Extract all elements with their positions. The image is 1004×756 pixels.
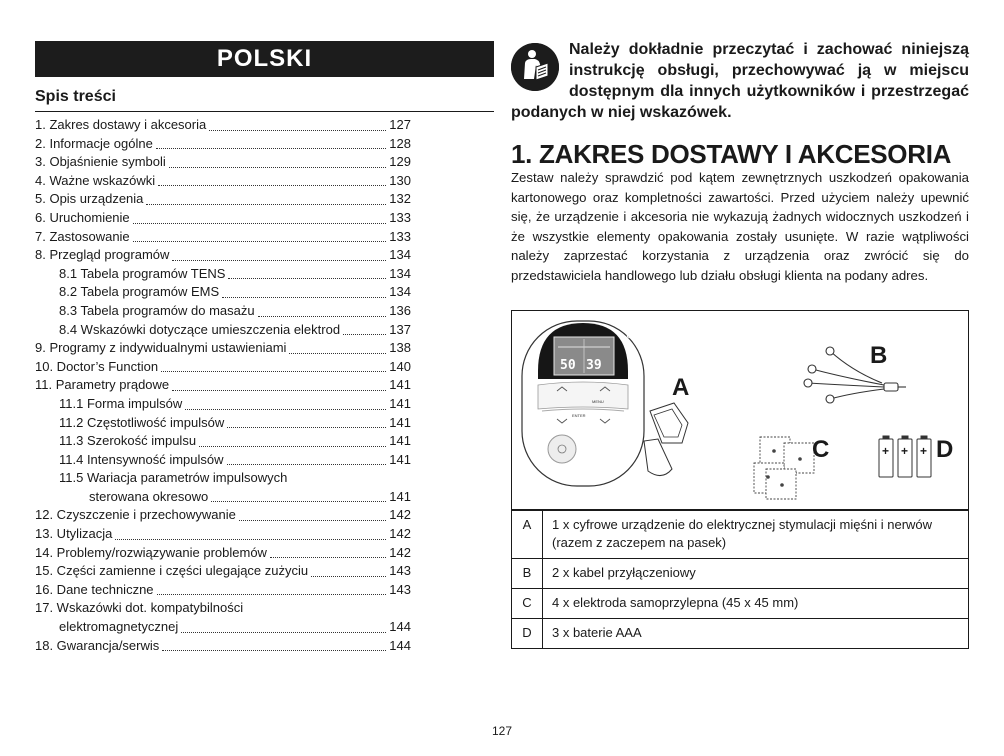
toc-entry-title: 3. Objaśnienie symboli bbox=[35, 154, 166, 170]
toc-leader-dots bbox=[343, 334, 386, 335]
language-header: POLSKI bbox=[35, 41, 494, 77]
toc-entry-title: 2. Informacje ogólne bbox=[35, 135, 153, 151]
toc-entry-page: 128 bbox=[389, 135, 411, 151]
warning-text: Należy dokładnie przeczytać i zachować niniejszą instrukcję obsługi, przechowywać ją w miejscu dostępnym dla innych użytkowników i przestrzegać podanych w niej wskazówek. bbox=[511, 41, 969, 121]
divider bbox=[35, 111, 494, 112]
lcd-left-value: 50 bbox=[560, 358, 576, 373]
toc-entry-title: 11.1 Forma impulsów bbox=[59, 395, 183, 411]
toc-entry-title: 12. Czyszczenie i przechowywanie bbox=[35, 507, 236, 523]
table-row bbox=[512, 511, 969, 559]
toc-entry-title: 18. Gwarancja/serwis bbox=[35, 637, 160, 653]
toc-entry-title: 13. Utylizacja bbox=[35, 526, 113, 542]
warning-text-block bbox=[511, 39, 969, 123]
toc-entry-title: 6. Uruchomienie bbox=[35, 209, 130, 225]
toc-entry-page: 133 bbox=[389, 209, 411, 225]
toc-entry-page: 144 bbox=[389, 637, 411, 653]
electrode-pads-illustration bbox=[754, 436, 829, 499]
toc-entry bbox=[35, 116, 411, 135]
brand-logo: beurer bbox=[620, 323, 646, 343]
toc-leader-dots bbox=[246, 613, 408, 614]
lcd-right-value: 39 bbox=[586, 358, 602, 373]
page-number: 127 bbox=[491, 724, 513, 738]
toc-entry-page: 140 bbox=[389, 358, 411, 374]
toc-entry-page: 141 bbox=[389, 395, 411, 411]
toc-entry bbox=[35, 525, 411, 544]
toc-entry bbox=[35, 488, 411, 507]
table-row bbox=[512, 559, 969, 589]
toc-entry-page: 142 bbox=[389, 526, 411, 542]
toc-leader-dots bbox=[211, 501, 386, 502]
toc-leader-dots bbox=[209, 130, 386, 131]
label-a: A bbox=[672, 374, 690, 401]
toc-entry bbox=[35, 321, 411, 340]
toc-entry-title: 8.1 Tabela programów TENS bbox=[59, 265, 226, 281]
toc-leader-dots bbox=[162, 650, 386, 651]
toc-entry-title: elektromagnetycznej bbox=[59, 619, 179, 635]
toc-entry-page: 141 bbox=[389, 414, 411, 430]
toc-entry bbox=[35, 506, 411, 525]
toc-entry bbox=[35, 172, 411, 191]
toc-entry bbox=[35, 209, 411, 228]
battery-plus-sign: + bbox=[882, 444, 890, 458]
toc-entry bbox=[35, 302, 411, 321]
toc-leader-dots bbox=[199, 446, 386, 447]
toc-entry-title: 11.3 Szerokość impulsu bbox=[59, 433, 197, 449]
toc-entry-page: 143 bbox=[389, 563, 411, 579]
toc-leader-dots bbox=[161, 371, 386, 372]
toc-entry-page: 137 bbox=[389, 321, 411, 337]
toc-entry-title: 16. Dane techniczne bbox=[35, 581, 154, 597]
label-d: D bbox=[936, 436, 954, 463]
toc-entry-page: 138 bbox=[389, 340, 411, 356]
toc-entry-title: 5. Opis urządzenia bbox=[35, 191, 144, 207]
toc-entry-title: 11.4 Intensywność impulsów bbox=[59, 451, 224, 467]
toc-leader-dots bbox=[289, 353, 386, 354]
toc-entry-page: 132 bbox=[389, 191, 411, 207]
toc-entry bbox=[35, 562, 411, 581]
toc-entry bbox=[35, 135, 411, 154]
tens-device-illustration bbox=[522, 321, 689, 486]
toc-entry-title: 14. Problemy/rozwiązywanie problemów bbox=[35, 544, 267, 560]
toc-entry-title: 9. Programy z indywidualnymi ustawieniami bbox=[35, 340, 287, 356]
toc-leader-dots bbox=[157, 594, 387, 595]
toc-entry-title: 15. Części zamienne i części ulegające zużyciu bbox=[35, 563, 309, 579]
toc-entry-page: 134 bbox=[389, 265, 411, 281]
toc-leader-dots bbox=[270, 557, 386, 558]
toc-leader-dots bbox=[185, 409, 386, 410]
table-row bbox=[512, 589, 969, 619]
battery-plus-sign: + bbox=[920, 444, 928, 458]
batteries-illustration bbox=[879, 436, 953, 477]
toc-entry-page: 141 bbox=[389, 377, 411, 393]
item-key: B bbox=[512, 559, 543, 589]
toc-entry-title: 11.5 Wariacja parametrów impulsowych bbox=[59, 470, 288, 486]
item-description: 3 x baterie AAA bbox=[543, 619, 969, 649]
toc-entry-page: 129 bbox=[389, 154, 411, 170]
toc-leader-dots bbox=[227, 427, 386, 428]
toc-entry bbox=[35, 190, 411, 209]
toc-leader-dots bbox=[258, 316, 387, 317]
table-row bbox=[512, 619, 969, 649]
toc-entry bbox=[35, 637, 411, 656]
toc-entry-page: 134 bbox=[389, 247, 411, 263]
toc-entry-page: 142 bbox=[389, 507, 411, 523]
toc-entry-page: 144 bbox=[389, 619, 411, 635]
toc-leader-dots bbox=[115, 539, 386, 540]
label-b: B bbox=[870, 342, 888, 369]
toc-entry bbox=[35, 432, 411, 451]
toc-entry-page: 141 bbox=[389, 488, 411, 504]
item-key: C bbox=[512, 589, 543, 619]
toc-leader-dots bbox=[228, 278, 386, 279]
toc-entry bbox=[35, 414, 411, 433]
toc-entry bbox=[35, 395, 411, 414]
table-of-contents bbox=[35, 116, 411, 655]
toc-leader-dots bbox=[311, 576, 386, 577]
toc-leader-dots bbox=[172, 260, 386, 261]
item-description: 1 x cyfrowe urządzenie do elektrycznej stymulacji mięśni i nerwów (razem z zaczepem na pasek) bbox=[543, 511, 969, 559]
toc-entry bbox=[35, 618, 411, 637]
battery-plus-sign: + bbox=[901, 444, 909, 458]
toc-entry-page: 142 bbox=[389, 544, 411, 560]
contents-table bbox=[511, 510, 969, 649]
section-title: 1. ZAKRES DOSTAWY I AKCESORIA bbox=[511, 139, 952, 169]
toc-leader-dots bbox=[172, 390, 386, 391]
toc-entry bbox=[35, 339, 411, 358]
toc-entry-page: 127 bbox=[389, 117, 411, 132]
contents-illustration bbox=[511, 310, 969, 510]
toc-entry bbox=[35, 581, 411, 600]
toc-entry-title: 8.3 Tabela programów do masażu bbox=[59, 302, 255, 318]
toc-leader-dots bbox=[133, 223, 387, 224]
toc-leader-dots bbox=[158, 185, 386, 186]
toc-leader-dots bbox=[146, 204, 386, 205]
item-key: A bbox=[512, 511, 543, 559]
toc-leader-dots bbox=[239, 520, 386, 521]
toc-entry-title: 11. Parametry prądowe bbox=[35, 377, 170, 393]
toc-heading: Spis treści bbox=[35, 88, 116, 105]
toc-leader-dots bbox=[222, 297, 386, 298]
toc-entry-page: 143 bbox=[389, 581, 411, 597]
toc-entry-title: 8.4 Wskazówki dotyczące umieszczenia elektrod bbox=[59, 321, 341, 337]
toc-entry-page: 141 bbox=[389, 433, 411, 449]
toc-entry-title: 17. Wskazówki dot. kompatybilności bbox=[35, 600, 244, 616]
toc-entry bbox=[35, 283, 411, 302]
cable-illustration bbox=[804, 342, 906, 403]
item-key: D bbox=[512, 619, 543, 649]
toc-entry-title: 8.2 Tabela programów EMS bbox=[59, 284, 220, 300]
item-description: 4 x elektroda samoprzylepna (45 x 45 mm) bbox=[543, 589, 969, 619]
toc-entry bbox=[35, 469, 411, 488]
toc-entry-title: sterowana okresowo bbox=[89, 488, 209, 504]
toc-entry-page: 134 bbox=[389, 284, 411, 300]
menu-button-label: MENU bbox=[592, 399, 604, 404]
toc-entry-title: 4. Ważne wskazówki bbox=[35, 172, 156, 188]
toc-entry-page: 141 bbox=[389, 451, 411, 467]
toc-entry bbox=[35, 599, 411, 618]
toc-entry bbox=[35, 358, 411, 377]
toc-leader-dots bbox=[181, 632, 386, 633]
intro-paragraph: Zestaw należy sprawdzić pod kątem zewnętrznych uszkodzeń opakowania kartonowego oraz kompletności zawartości. Przed użyciem należy upewnić się, że urządzenie i akcesoria nie wykazują żadnych widocznych uszkodzeń i że wszystkie elementy opakowania zostały usunięte. W razie wątpliwości należy zaprzestać korzystania z urządzenia oraz zwrócić się do przedstawiciela handlowego lub działu obsługi klienta na podany adres. bbox=[511, 170, 969, 283]
toc-leader-dots bbox=[156, 148, 387, 149]
toc-entry bbox=[35, 265, 411, 284]
toc-entry bbox=[35, 246, 411, 265]
toc-entry-page: 133 bbox=[389, 228, 411, 244]
toc-entry-title: 7. Zastosowanie bbox=[35, 228, 130, 244]
label-c: C bbox=[812, 436, 830, 463]
toc-entry-page: 130 bbox=[389, 172, 411, 188]
toc-entry bbox=[35, 544, 411, 563]
toc-entry bbox=[35, 153, 411, 172]
toc-leader-dots bbox=[290, 483, 408, 484]
toc-entry bbox=[35, 228, 411, 247]
toc-entry bbox=[35, 376, 411, 395]
toc-entry-title: 1. Zakres dostawy i akcesoria bbox=[35, 117, 207, 132]
toc-entry-page: 136 bbox=[389, 302, 411, 318]
item-description: 2 x kabel przyłączeniowy bbox=[543, 559, 969, 589]
toc-entry-title: 11.2 Częstotliwość impulsów bbox=[59, 414, 225, 430]
toc-leader-dots bbox=[133, 241, 387, 242]
toc-entry-title: 10. Doctor’s Function bbox=[35, 358, 159, 374]
toc-leader-dots bbox=[227, 464, 387, 465]
enter-button-label: ENTER bbox=[572, 413, 586, 418]
toc-entry bbox=[35, 451, 411, 470]
toc-entry-title: 8. Przegląd programów bbox=[35, 247, 170, 263]
toc-leader-dots bbox=[169, 167, 387, 168]
